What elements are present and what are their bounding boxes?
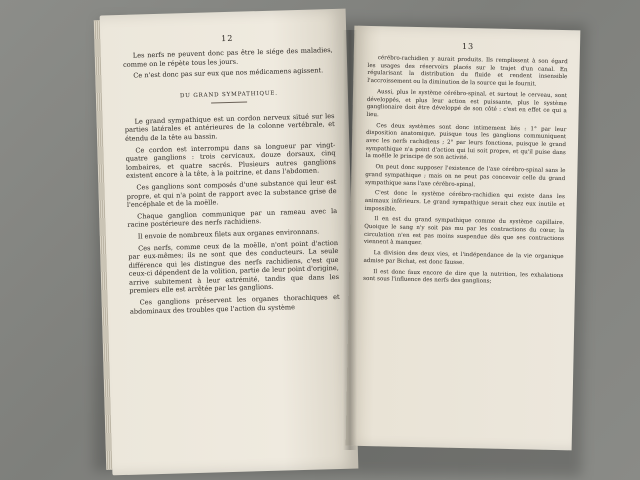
paragraph: La division des deux vies, et l'indépendance de la vie organique admise par Bichat, est donc fausse. [363, 250, 564, 266]
paragraph: cérébro-rachidien y aurait produits. Ils remplissent à son égard les usages des réservoirs placés sur le trajet d'un canal. En régularisant la distribution du fluide et rendent insensible l'accroissement ou la diminution de la source qui le fournit. [367, 55, 568, 88]
left-page-number: 12 [221, 33, 234, 44]
paragraph: Il en est du grand sympathique comme du système capillaire. Quoique le sang n'y soit pas mu par les contractions du cœur, la circulation n'en est pas moins suspendue dès que ses contractions viennent à manquer. [363, 216, 565, 247]
paragraph: Chaque ganglion communique par un rameau avec la racine postérieure des nerfs rachidiens. [127, 206, 338, 230]
paragraph: Ces nerfs, comme ceux de la moëlle, n'ont point d'action par eux-mêmes; ils ne sont que des conducteurs. La seule différence qui les distingue des nerfs rachidiens, c'est que ceux-ci dépendent de la volition, partie de leur point d'origine, arrive subitement à leur extrémité, tandis que dans les premiers elle est arrêtée par les ganglions. [128, 238, 340, 296]
paragraph: Ces deux systèmes sont donc intimement liés : 1° par leur disposition anatomique, puisque tous les ganglions communiquent avec les nerfs rachidiens ; 2° par leurs fonctions, puisque le grand sympathique n'a point d'action qui lui soit propre, et qu'il puise dans la moëlle le principe de son activité. [365, 122, 567, 162]
paragraph: Les nerfs ne peuvent donc pas être le siége des maladies, comme on le répète tous les jours. [122, 46, 333, 69]
left-page-text [123, 46, 334, 81]
paragraph: Aussi, plus le système cérébro-spinal, et surtout le cerveau, sont développés, et plus leur action est puissante, plus le système ganglionaire doit être développé de son côté : c'est en effet ce qui a lieu. [366, 88, 568, 119]
left-page [100, 9, 359, 476]
paragraph: Ce cordon est interrompu dans sa longueur par vingt-quatre ganglions : trois cervicaux, douze dorsaux, cinq lombaires, et quatre sacrés. Plusieurs autres ganglions existent encore à la tête, à la poitrine, et dans l'abdomen. [125, 140, 336, 181]
book-gutter [343, 30, 357, 450]
paragraph: Il envoie de nombreux filets aux organes environnans. [137, 227, 320, 241]
paragraph: On peut donc supposer l'existence de l'axe cérébro-spinal sans le grand sympathique ; mais on ne peut pas concevoir celle du grand sympathique sans l'axe cérébro-spinal. [365, 164, 566, 188]
paragraph: Ce n'est donc pas sur eux que nos médicamens agissent. [133, 66, 324, 80]
left-page-body [122, 31, 340, 319]
heading-rule [211, 101, 247, 103]
section-text [124, 112, 339, 316]
right-page-text [363, 55, 568, 288]
paragraph: Ces ganglions sont composés d'une substance qui leur est propre, et qui n'a point de rapport avec la substance grise de l'encéphale et de la moëlle. [126, 177, 337, 209]
right-page [346, 26, 581, 451]
paragraph: Ces ganglions préservent les organes thorachiques et abdominaux des troubles que l'action du système [129, 292, 340, 316]
paragraph: C'est donc le système cérébro-rachidien qui existe dans les animaux inférieurs. Le grand sympathique serait chez eux inutile et impossible. [364, 190, 565, 213]
paragraph: Il est donc faux encore de dire que la nutrition, les exhalations sont sous l'influence des nerfs des ganglions; [363, 268, 564, 285]
right-page-number: 13 [461, 41, 475, 52]
paragraph: Le grand sympathique est un cordon nerveux situé sur les parties latérales et antérieures de la colonne vertébrale, et étendu de la tête au bassin. [124, 111, 335, 143]
right-page-body [363, 40, 568, 291]
section-heading: DU GRAND SYMPATHIQUE. [179, 90, 278, 100]
